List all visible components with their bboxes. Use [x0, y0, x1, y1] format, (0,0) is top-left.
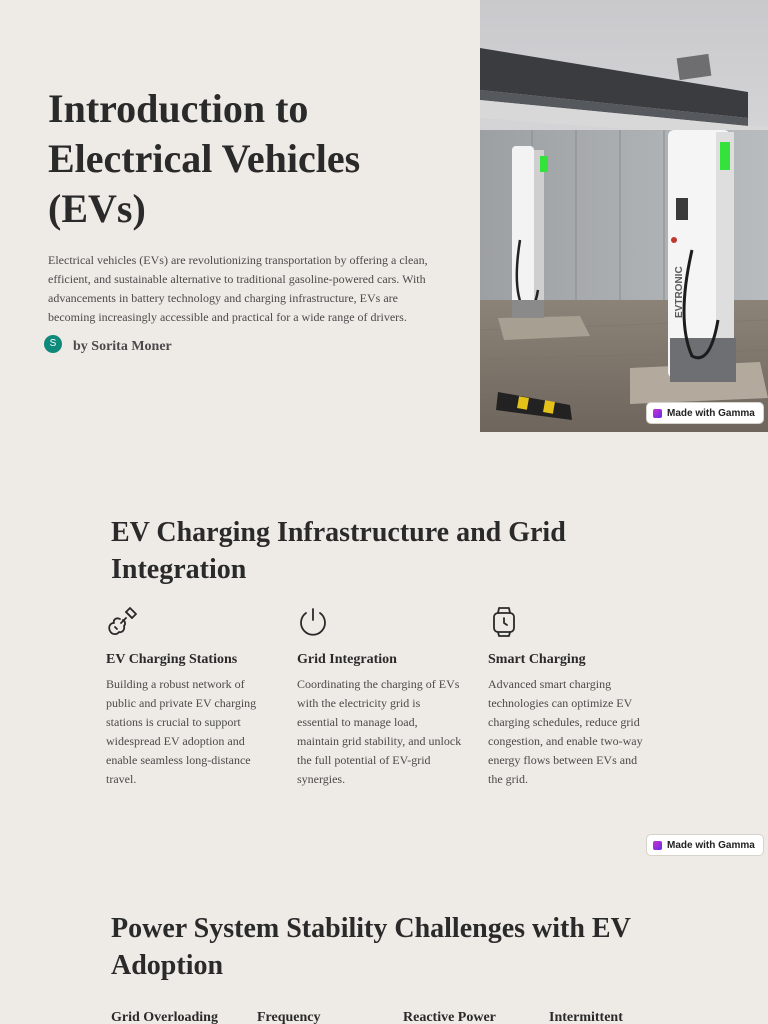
feature-title: Smart Charging	[488, 652, 586, 667]
gamma-logo-icon	[653, 841, 662, 850]
page-title: Introduction to Electrical Vehicles (EVs)	[48, 86, 361, 231]
avatar: S	[44, 335, 62, 353]
feature-description: Advanced smart charging technologies can optimize EV charging schedules, reduce grid congestion, and enable two-way energy flows between EVs and the grid.	[488, 677, 643, 786]
feature-grid-integration	[297, 606, 462, 789]
column-heading: Intermittent	[549, 1010, 623, 1024]
feature-description: Coordinating the charging of EVs with the electricity grid is essential to manage load, maintain grid stability, and unlock the full potential of EV-grid synergies.	[297, 677, 462, 786]
author-byline: by Sorita Moner	[73, 339, 172, 354]
feature-ev-charging-stations	[106, 606, 271, 789]
badge-label: Made with Gamma	[667, 839, 755, 851]
guitar-icon	[106, 606, 138, 638]
gamma-logo-icon	[653, 409, 662, 418]
ev-charging-station-photo	[480, 0, 768, 432]
intro-paragraph: Electrical vehicles (EVs) are revolutionizing transportation by offering a clean, efficient, and sustainable alternative to traditional gasoline-powered cars. With advancements in battery technology and charging infrastructure, EVs are becoming increasingly accessible and practical for a wide range of drivers.	[48, 253, 428, 324]
power-icon	[297, 606, 329, 638]
smartwatch-icon	[488, 606, 520, 638]
made-with-gamma-badge[interactable]	[646, 834, 764, 856]
feature-title: Grid Integration	[297, 652, 397, 667]
feature-description: Building a robust network of public and private EV charging stations is crucial to support widespread EV adoption and enable seamless long-distance travel.	[106, 677, 257, 786]
section-title: EV Charging Infrastructure and Grid Integration	[111, 517, 566, 585]
column-heading: Frequency	[257, 1010, 321, 1024]
made-with-gamma-badge[interactable]	[646, 402, 764, 424]
feature-smart-charging	[488, 606, 653, 789]
badge-label: Made with Gamma	[667, 407, 755, 419]
column-heading: Grid Overloading	[111, 1010, 218, 1024]
station-brand-label: EVTRONIC	[674, 266, 685, 318]
section-title: Power System Stability Challenges with EV Adoption	[111, 913, 631, 981]
intro-slide	[0, 0, 768, 432]
column-heading: Reactive Power	[403, 1010, 496, 1024]
feature-title: EV Charging Stations	[106, 652, 238, 667]
